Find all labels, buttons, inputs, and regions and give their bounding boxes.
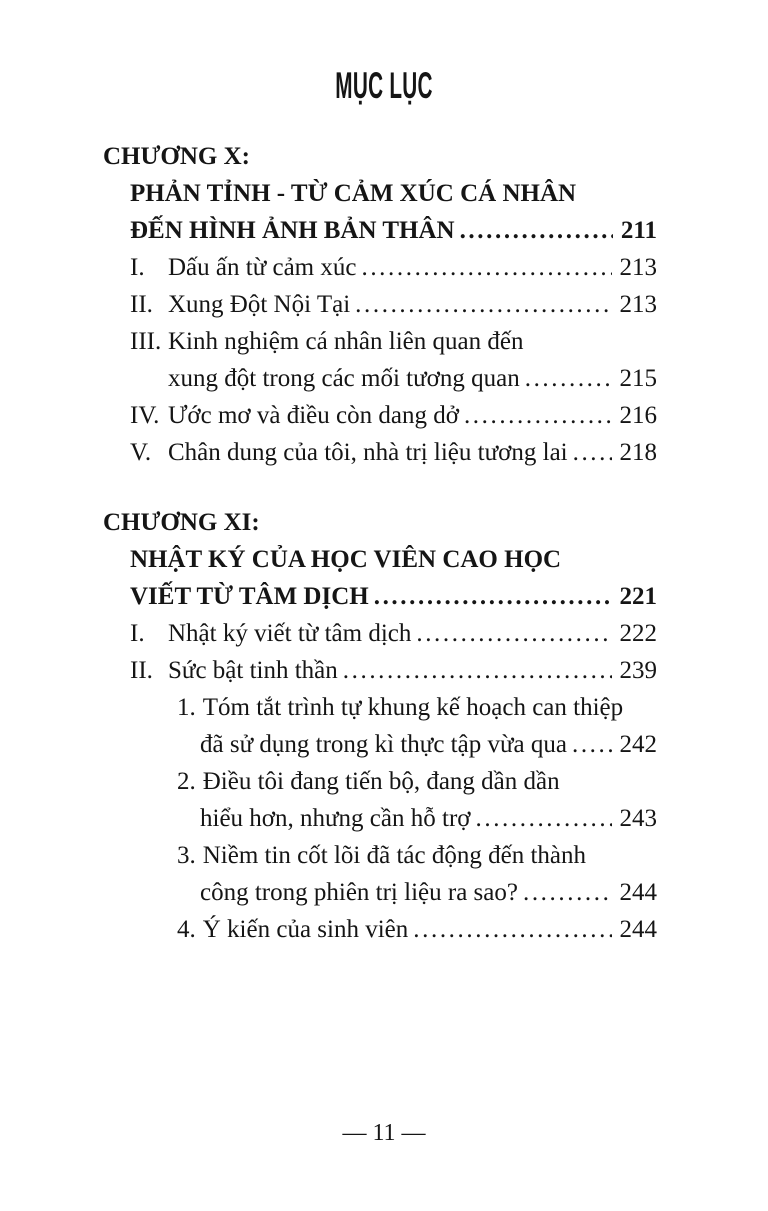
toc-line-marker: 2.	[177, 768, 196, 795]
toc-page-number: 216	[619, 402, 657, 429]
toc-line-text: Niềm tin cốt lõi đã tác động đến thành	[202, 842, 586, 869]
footer-page-number: — 11 —	[342, 1120, 426, 1146]
toc-line-text: Kinh nghiệm cá nhân liên quan đến	[168, 328, 524, 355]
toc-page-number: 243	[619, 805, 657, 832]
toc-line	[103, 397, 657, 434]
toc-line	[103, 652, 657, 689]
toc-leader-dots	[572, 726, 612, 763]
toc-line	[103, 360, 657, 397]
toc-line	[103, 726, 657, 763]
toc-line	[103, 578, 657, 615]
toc-page-number: 213	[619, 254, 657, 281]
toc-line-text: NHẬT KÝ CỦA HỌC VIÊN CAO HỌC	[130, 546, 562, 573]
toc-line-text: PHẢN TỈNH - TỪ CẢM XÚC CÁ NHÂN	[130, 180, 577, 207]
toc-line-marker: 3.	[177, 842, 196, 869]
toc-leader-dots	[464, 397, 612, 434]
toc-line-text: VIẾT TỪ TÂM DỊCH	[130, 583, 369, 610]
toc-line-marker: IV.	[130, 402, 160, 429]
toc-line	[103, 689, 657, 726]
toc-leader-dots	[523, 874, 612, 911]
toc-line-text: Ước mơ và điều còn dang dở	[168, 402, 459, 429]
toc-page-number: 244	[619, 879, 657, 906]
toc-line	[103, 837, 657, 874]
toc-line	[103, 504, 657, 541]
page-footer	[0, 1118, 768, 1148]
toc-line	[103, 286, 657, 323]
toc-line	[103, 763, 657, 800]
toc-line	[103, 874, 657, 911]
toc-line-text: Ý kiến của sinh viên	[202, 916, 409, 943]
toc-leader-dots	[573, 434, 612, 471]
toc-line-marker: III.	[130, 328, 162, 355]
toc-leader-dots	[413, 911, 611, 948]
toc-page-number: 239	[619, 657, 657, 684]
toc-line	[103, 175, 657, 212]
toc-line	[103, 212, 657, 249]
toc-line	[103, 249, 657, 286]
toc-page-number: 244	[619, 916, 657, 943]
toc-line-text: Sức bật tinh thần	[168, 657, 338, 684]
toc-line-text: Tóm tắt trình tự khung kế hoạch can thiệp	[202, 694, 624, 721]
toc-line-text: đã sử dụng trong kì thực tập vừa qua	[200, 731, 567, 758]
toc-page-number: 222	[619, 620, 657, 647]
toc-line-marker: II.	[130, 291, 153, 318]
toc-line-text: Điều tôi đang tiến bộ, đang dần dần	[202, 768, 560, 795]
toc-line-text: hiểu hơn, nhưng cần hỗ trợ	[200, 805, 471, 832]
toc-line	[103, 541, 657, 578]
toc-page-number: 215	[619, 365, 657, 392]
toc-line-marker: V.	[130, 439, 152, 466]
toc-leader-dots	[416, 615, 611, 652]
toc-line-text: ĐẾN HÌNH ẢNH BẢN THÂN	[130, 217, 455, 244]
toc-leader-dots	[355, 286, 611, 323]
toc-line-text: xung đột trong các mối tương quan	[168, 365, 520, 392]
table-of-contents	[103, 138, 657, 948]
toc-line-marker: 1.	[177, 694, 196, 721]
toc-line	[103, 800, 657, 837]
toc-leader-dots	[361, 249, 611, 286]
toc-line	[103, 323, 657, 360]
toc-leader-dots	[525, 360, 612, 397]
page-header	[0, 66, 768, 106]
toc-line-text: Xung Đột Nội Tại	[168, 291, 351, 318]
toc-line-text: Nhật ký viết từ tâm dịch	[168, 620, 412, 647]
toc-section-gap	[103, 471, 657, 504]
toc-line-text: Chân dung của tôi, nhà trị liệu tương lai	[168, 439, 568, 466]
toc-page-number: 213	[619, 291, 657, 318]
toc-line	[103, 138, 657, 175]
toc-page-number: 242	[619, 731, 657, 758]
toc-line	[103, 615, 657, 652]
toc-line	[103, 434, 657, 471]
toc-page-number: 218	[619, 439, 657, 466]
page-title: MỤC LỤC	[335, 65, 433, 106]
toc-page-number: 211	[620, 217, 657, 244]
toc-leader-dots	[343, 652, 612, 689]
toc-leader-dots	[374, 578, 612, 615]
toc-line-text: CHƯƠNG XI:	[103, 509, 260, 536]
toc-line-marker: I.	[130, 620, 145, 647]
toc-line-marker: 4.	[177, 916, 196, 943]
toc-page-number: 221	[619, 583, 657, 610]
toc-line	[103, 911, 657, 948]
toc-line-text: Dấu ấn từ cảm xúc	[168, 254, 357, 281]
toc-line-marker: I.	[130, 254, 145, 281]
toc-leader-dots	[460, 212, 613, 249]
toc-line-text: công trong phiên trị liệu ra sao?	[200, 879, 518, 906]
toc-line-text: CHƯƠNG X:	[103, 143, 250, 170]
toc-leader-dots	[476, 800, 612, 837]
toc-line-marker: II.	[130, 657, 153, 684]
